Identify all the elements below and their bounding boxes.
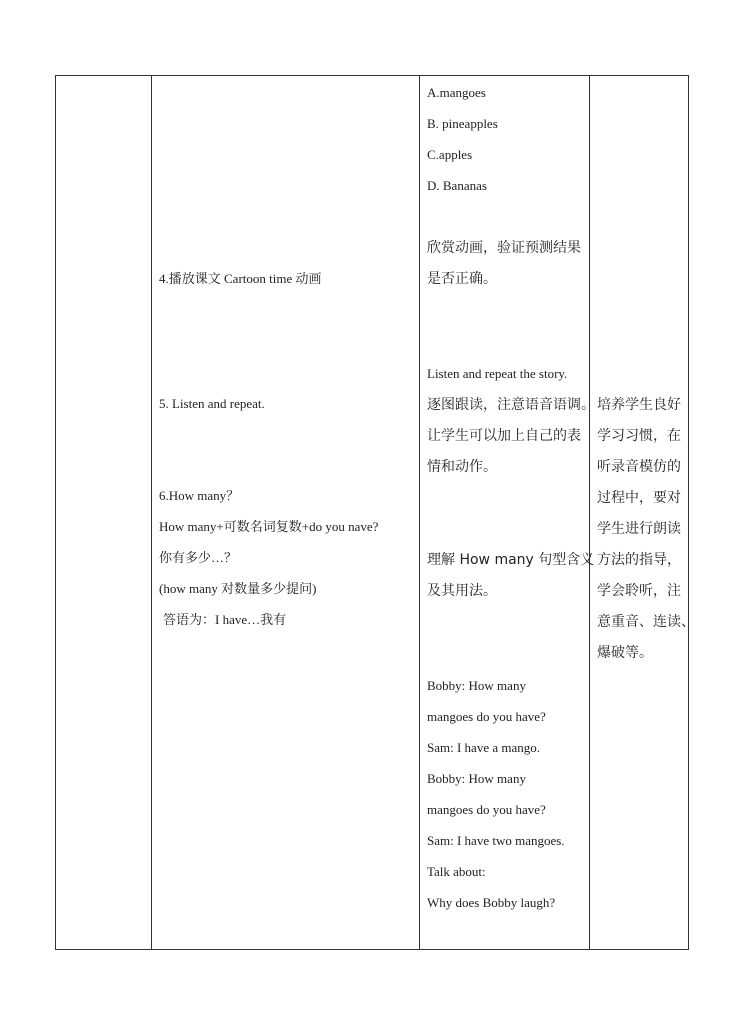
- column-divider: [151, 76, 152, 949]
- howmany-line: 及其用法。: [427, 583, 497, 599]
- watch-line: 欣赏动画，验证预测结果: [427, 240, 581, 256]
- repeat-line: Listen and repeat the story.: [427, 366, 568, 381]
- step-4-cartoon: 4.播放课文 Cartoon time 动画: [159, 271, 322, 286]
- dialogue-line: mangoes do you have?: [427, 709, 546, 724]
- purpose-line: 意重音、连读、: [597, 614, 695, 630]
- column-divider: [419, 76, 420, 949]
- dialogue-line: Why does Bobby laugh?: [427, 895, 556, 910]
- option-b: B. pineapples: [427, 116, 498, 131]
- watch-line: 是否正确。: [427, 271, 497, 287]
- dialogue-line: Sam: I have a mango.: [427, 740, 540, 755]
- step-6-title: 6.How many？: [159, 488, 240, 503]
- dialogue-line: Sam: I have two mangoes.: [427, 833, 565, 848]
- step-6-note: (how many 对数量多少提问): [159, 581, 317, 596]
- column-divider: [589, 76, 590, 949]
- step-5-listen: 5. Listen and repeat.: [159, 396, 265, 411]
- dialogue-line: Bobby: How many: [427, 678, 526, 693]
- repeat-line: 让学生可以加上自己的表: [427, 428, 581, 444]
- option-a: A.mangoes: [427, 85, 486, 100]
- repeat-line: 情和动作。: [427, 459, 497, 475]
- purpose-line: 方法的指导，: [597, 552, 681, 568]
- option-d: D. Bananas: [427, 178, 487, 193]
- dialogue-line: mangoes do you have?: [427, 802, 546, 817]
- repeat-line: 逐图跟读，注意语音语调。: [427, 397, 595, 413]
- purpose-line: 学会聆听，注: [597, 583, 681, 599]
- purpose-line: 爆破等。: [597, 645, 653, 661]
- step-6-meaning: 你有多少…？: [159, 550, 238, 565]
- purpose-line: 听录音模仿的: [597, 459, 681, 475]
- purpose-line: 培养学生良好: [597, 397, 681, 413]
- dialogue-line: Bobby: How many: [427, 771, 526, 786]
- dialogue-line: Talk about:: [427, 864, 486, 879]
- step-6-answer: 答语为：I have…我有: [163, 612, 287, 627]
- purpose-line: 学习习惯，在: [597, 428, 681, 444]
- howmany-line: 理解 How many 句型含义: [427, 552, 595, 568]
- purpose-line: 过程中，要对: [597, 490, 681, 506]
- purpose-line: 学生进行朗读: [597, 521, 681, 537]
- step-6-structure: How many+可数名词复数+do you nave?: [159, 519, 379, 534]
- lesson-table: [55, 75, 689, 950]
- option-c: C.apples: [427, 147, 473, 162]
